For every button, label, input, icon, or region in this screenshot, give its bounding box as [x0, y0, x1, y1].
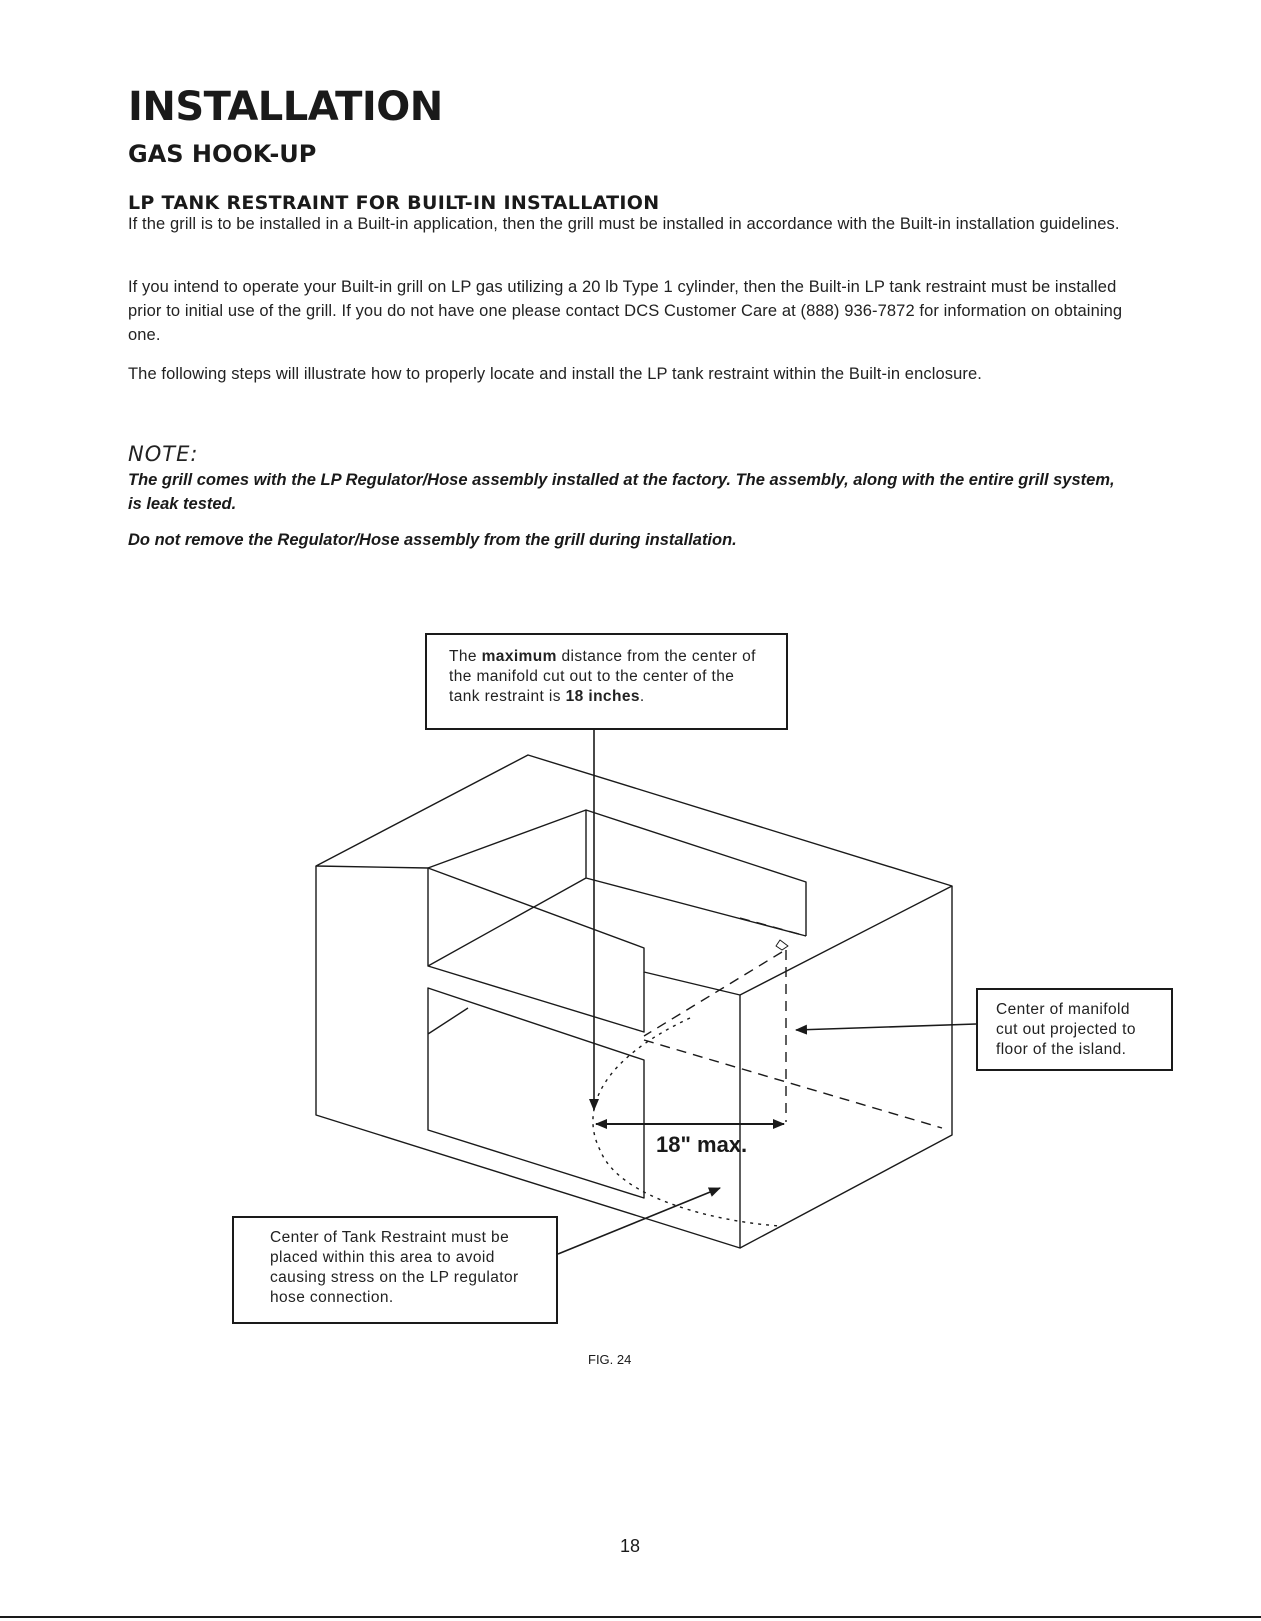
note-text-leak-tested: The grill comes with the LP Regulator/Hose assembly installed at the factory. The assembly, along with the entire grill system, is leak tested.	[128, 471, 1115, 513]
page-number: 18	[620, 1536, 641, 1556]
island-outline	[316, 755, 952, 995]
note-text-do-not-remove: Do not remove the Regulator/Hose assembly from the grill during installation.	[128, 531, 737, 549]
figure-caption: FIG. 24	[588, 1352, 632, 1367]
page-heading: INSTALLATION	[128, 84, 443, 130]
island-front-left	[316, 866, 740, 1248]
page-subheading: GAS HOOK-UP	[128, 140, 317, 168]
paragraph-builtin-guidelines: If the grill is to be installed in a Built-in application, then the grill must be installed in accordance with the Built-in installation guidelines.	[128, 215, 1120, 233]
dashed-manifold-diagonal	[644, 952, 782, 1036]
note-heading: NOTE:	[128, 442, 199, 466]
callout-bold-18-inches: 18 inches	[565, 688, 640, 705]
cabinet-opening	[428, 988, 644, 1198]
paragraph-following-steps: The following steps will illustrate how to properly locate and install the LP tank restraint within the Built-in enclosure.	[128, 365, 982, 383]
dimension-label: 18" max.	[656, 1132, 748, 1157]
callout-bold-maximum: maximum	[481, 648, 557, 665]
callout-tank-restraint-area: Center of Tank Restraint must be placed within this area to avoid causing stress on the LP regulator hose connection.	[232, 1216, 558, 1324]
right-callout-leader	[796, 1024, 976, 1030]
callout-maximum-distance: The maximum distance from the center of the manifold cut out to the center of the tank restraint is 18 inches.	[425, 633, 788, 730]
manifold-marker	[776, 940, 788, 950]
section-title: LP TANK RESTRAINT FOR BUILT-IN INSTALLATION	[128, 192, 660, 214]
dashed-floor-line	[644, 1040, 942, 1128]
bottom-rule	[0, 1616, 1261, 1618]
callout-manifold-center: Center of manifold cut out projected to floor of the island.	[976, 988, 1173, 1071]
paragraph-lp-cylinder: If you intend to operate your Built-in grill on LP gas utilizing a 20 lb Type 1 cylinder, then the Built-in LP tank restraint must be installed prior to initial use of the grill. If you do not have one please contact DCS Customer Care at (888) 936-7872 for information on obtaining one.	[128, 278, 1123, 344]
dotted-area-boundary	[593, 1018, 780, 1226]
